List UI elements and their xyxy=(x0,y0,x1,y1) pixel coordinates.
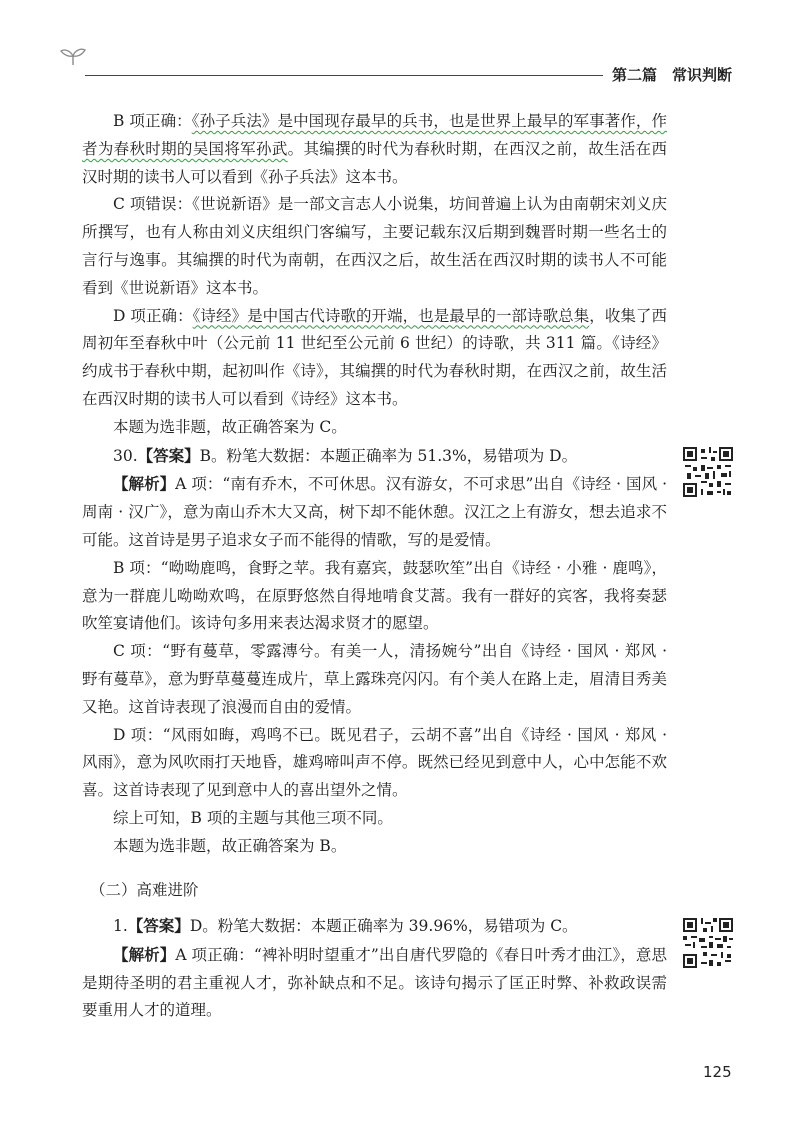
answer-30 xyxy=(82,442,667,471)
answer-1 xyxy=(82,912,667,941)
highlighted-text: 《孙子兵法》是中国现存最早的兵书，也是世界上最早的军事著作，作者为春秋时期的吴国将军孙武 xyxy=(82,112,667,158)
paragraph-c-wrong: C 项错误：《世说新语》是一部文言志人小说集，坊间普遍上认为由南朝宋刘义庆所撰写，也有人称由刘义庆组织门客编写，主要记载东汉后期到魏晋时期一些名士的言行与逸事。其编撰的时代为南朝，在西汉之后，故生活在西汉时期的读书人不可能看到《世说新语》这本书。 xyxy=(82,195,667,297)
analysis-tag: 【解析】 xyxy=(113,474,176,494)
question-number: 30. xyxy=(113,446,138,465)
option-label: D 项正确： xyxy=(113,306,193,325)
qr-code-icon[interactable] xyxy=(683,918,733,968)
option-label: B 项正确： xyxy=(113,112,192,130)
header-title: 第二篇 常识判断 xyxy=(612,66,733,84)
summary-30: 综上可知，B 项的主题与其他三项不同。 xyxy=(113,808,393,827)
qr-code-icon[interactable] xyxy=(683,447,733,497)
section-subheading: （二）高难进阶 xyxy=(90,881,199,899)
paragraph-b-correct xyxy=(82,108,667,191)
answer-text: B。粉笔大数据：本题正确率为 51.3%，易错项为 D。 xyxy=(199,446,578,465)
highlighted-text: 《诗经》是中国古代诗歌的开端，也是最早的一部诗歌总集 xyxy=(192,306,590,325)
main-text-continued xyxy=(82,912,667,1025)
analysis-30-a xyxy=(82,470,667,554)
analysis-1-a xyxy=(82,941,667,1025)
question-number: 1. xyxy=(113,917,128,935)
analysis-30-d: D 项：“风雨如晦，鸡鸣不已。既见君子，云胡不喜”出自《诗经 · 国风 · 郑风 · 风雨》，意为风吹雨打天地昏，雄鸡啼叫声不停。既然已经见到意中人，心中怎能不欢喜。这首诗表现了见到意中人的喜出望外之情。 xyxy=(82,725,667,800)
paragraph-d-correct xyxy=(82,303,667,414)
page-header xyxy=(0,0,800,95)
analysis-text: A 项正确：“裨补明时望重才”出自唐代罗隐的《春日叶秀才曲江》，意思是期待圣明的君主重视人才，弥补缺点和不足。该诗句揭示了匡正时弊、补救政误需要重用人才的道理。 xyxy=(82,945,667,1020)
conclusion-30: 本题为选非题，故正确答案为 B。 xyxy=(113,836,347,855)
analysis-30-c: C 项：“野有蔓草，零露漙兮。有美一人，清扬婉兮”出自《诗经 · 国风 · 郑风 · 野有蔓草》，意为野草蔓蔓连成片，草上露珠亮闪闪。有个美人在路上走，眉清目秀美又艳。这首诗表现了浪漫而自由的爱情。 xyxy=(82,642,667,716)
analysis-text: A 项：“南有乔木，不可休思。汉有游女，不可求思”出自《诗经 · 国风 · 周南 · 汉广》，意为南山乔木大又高，树下却不能休憩。汉江之上有游女，想去追求不可能。这首诗是男子追求女子而不能得的情歌，写的是爱情。 xyxy=(82,475,667,549)
analysis-tag: 【解析】 xyxy=(113,944,176,964)
header-rule xyxy=(85,75,603,76)
answer-tag: 【答案】 xyxy=(127,916,190,935)
paragraph-text: 。其编撰的时代为春秋时期，在西汉之前，故生活在西汉时期的读书人可以看到《孙子兵法》这本书。 xyxy=(82,139,667,186)
page-number: 125 xyxy=(703,1063,732,1081)
main-text xyxy=(82,108,667,861)
conclusion-29: 本题为选非题，故正确答案为 C。 xyxy=(113,417,347,436)
paragraph-text: ，收集了西周初年至春秋中叶（公元前 11 世纪至公元前 6 世纪）的诗歌，共 311 篇。《诗经》约成书于春秋中期，起初叫作《诗》，其编撰的时代为春秋时期，在西汉之前，故生活在西汉时期的读书人可以看到《诗经》这本书。 xyxy=(82,306,667,408)
analysis-30-b: B 项：“呦呦鹿鸣，食野之苹。我有嘉宾，鼓瑟吹笙”出自《诗经 · 小雅 · 鹿鸣》，意为一群鹿儿呦呦欢鸣，在原野悠然自得地啃食艾蒿。我有一群好的宾客，我将奏瑟吹笙宴请他们。该诗句多用来表达渴求贤才的愿望。 xyxy=(82,558,667,633)
answer-tag: 【答案】 xyxy=(137,445,200,465)
answer-text: D。粉笔大数据：本题正确率为 39.96%，易错项为 C。 xyxy=(189,917,578,935)
sprout-icon xyxy=(60,45,86,67)
